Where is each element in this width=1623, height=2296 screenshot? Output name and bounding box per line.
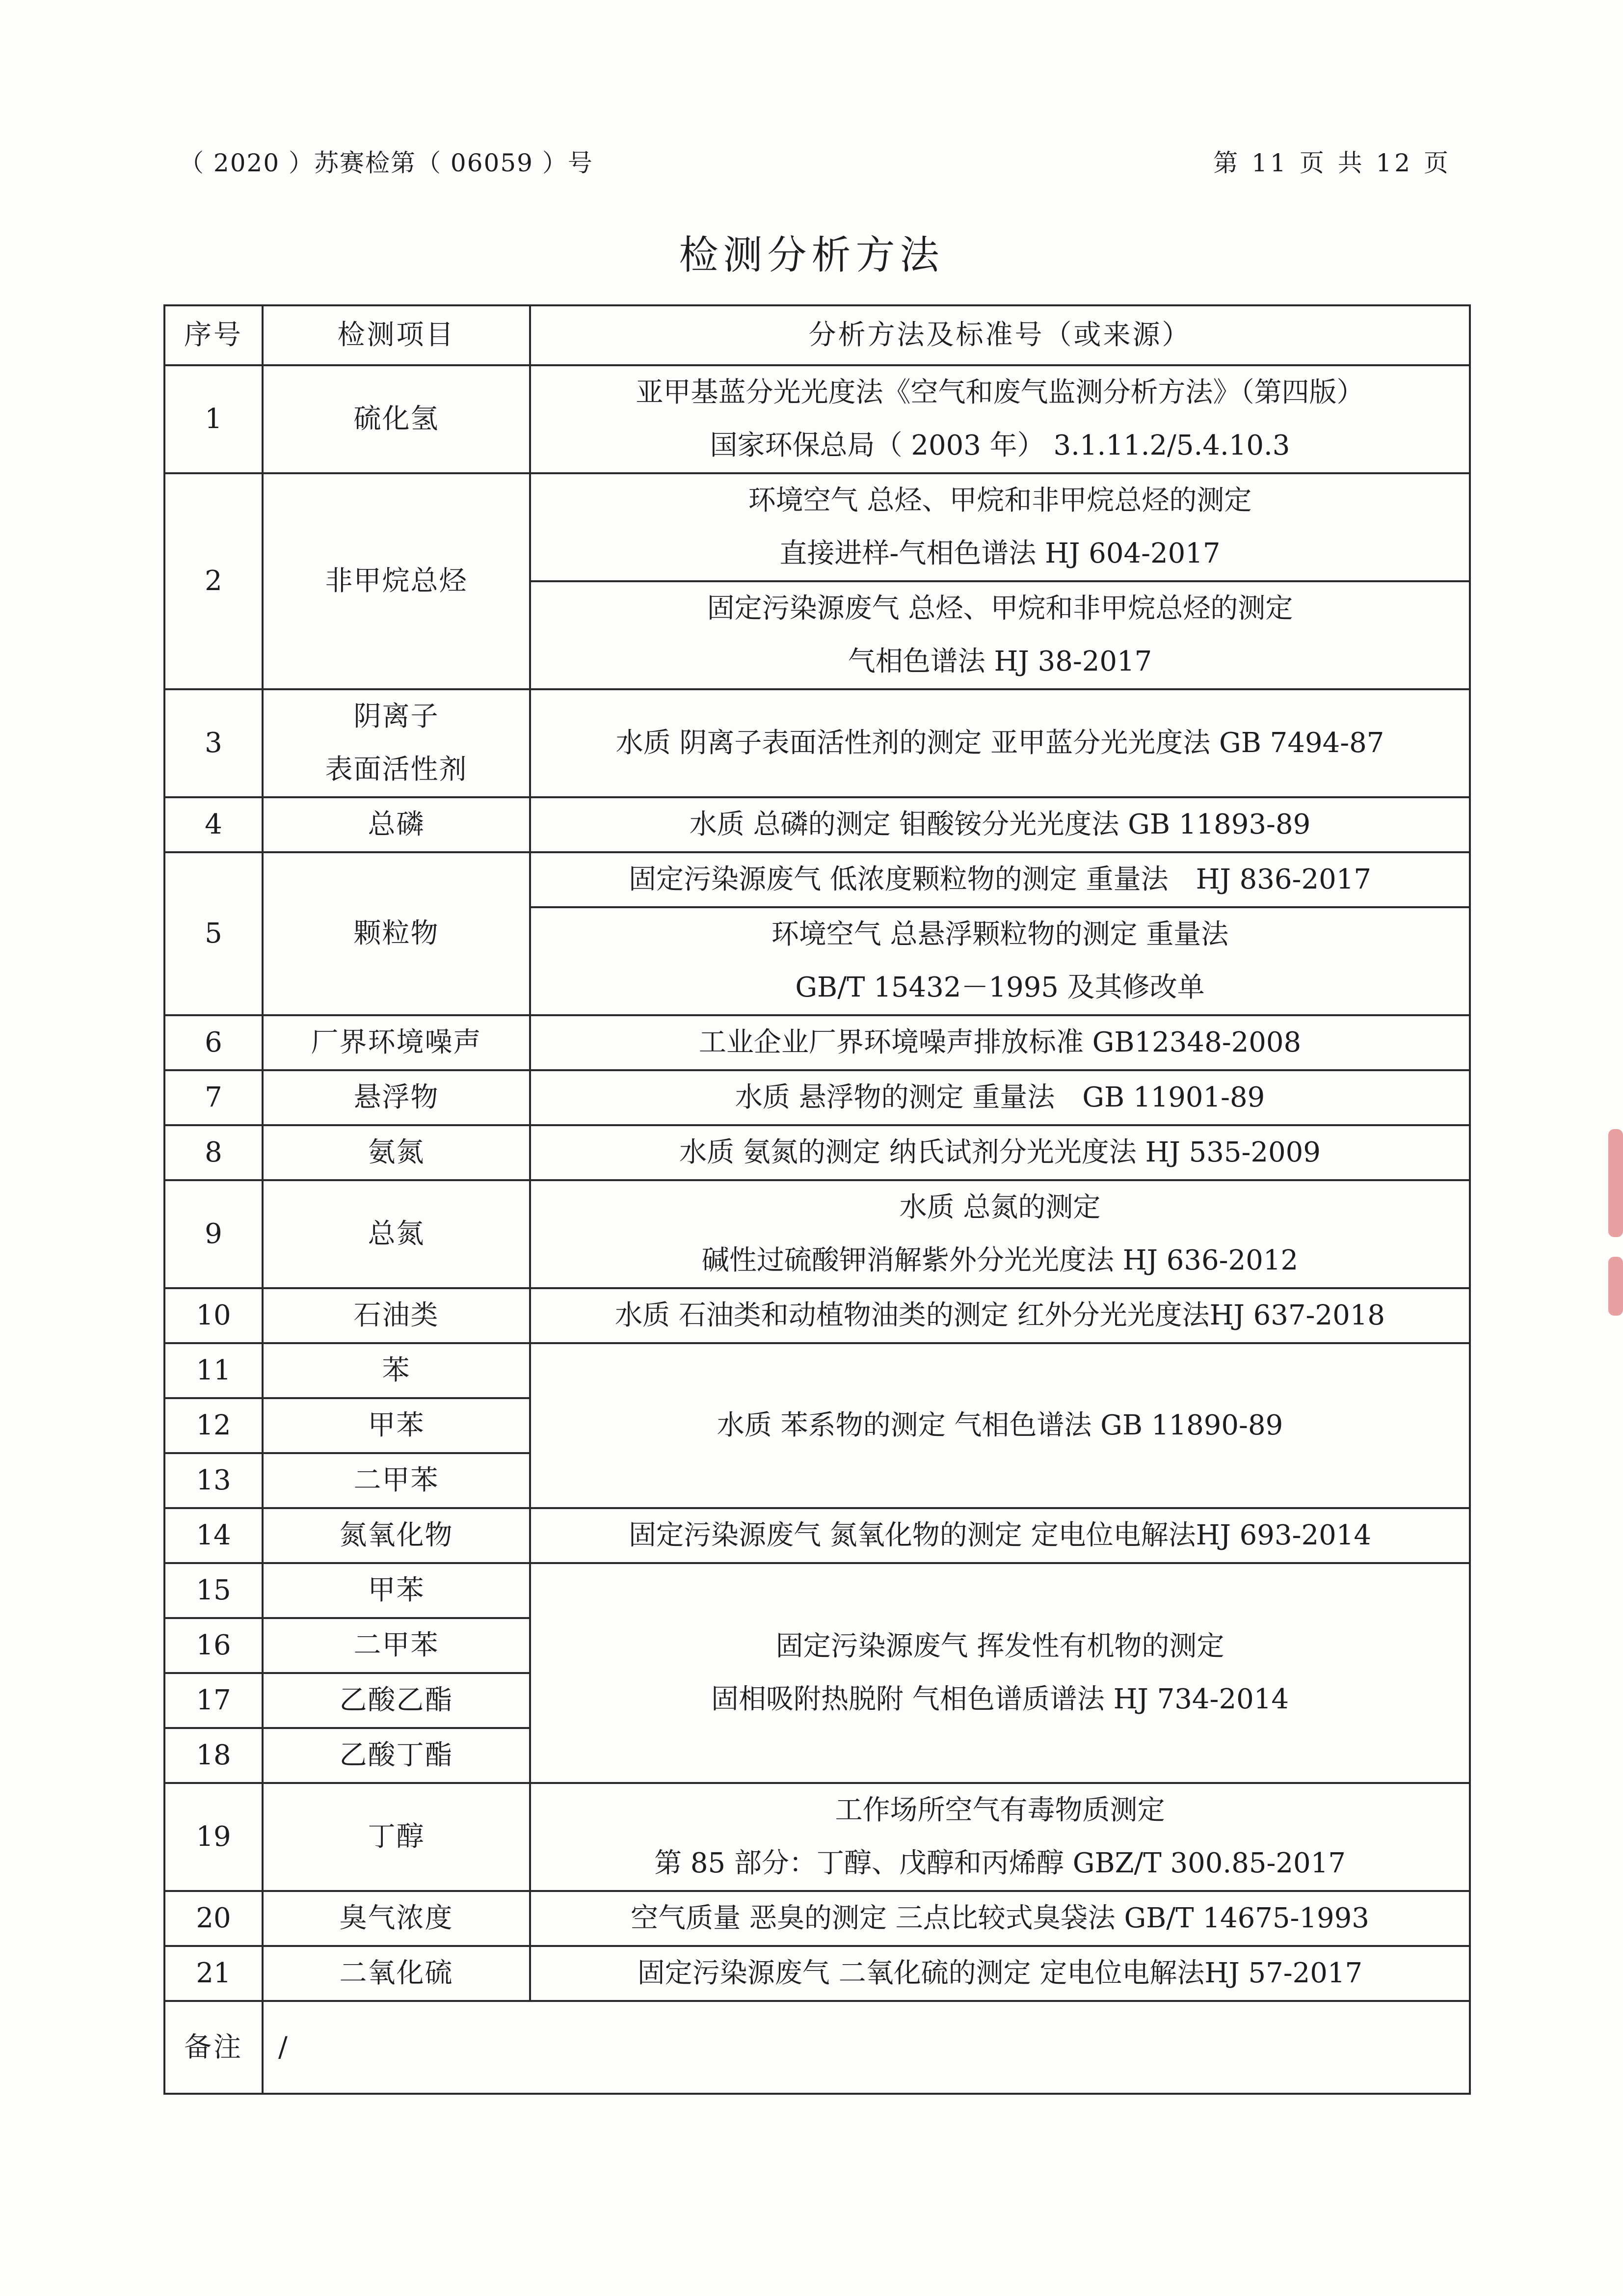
row-method-alt: 固定污染源废气 总烃、甲烷和非甲烷总烃的测定 气相色谱法 HJ 38-2017 [530, 581, 1470, 689]
row-item: 氮氧化物 [263, 1508, 530, 1563]
table-row [164, 473, 1470, 581]
row-item: 二甲苯 [263, 1618, 530, 1673]
row-method: 水质 氨氮的测定 纳氏试剂分光光度法 HJ 535-2009 [530, 1125, 1470, 1180]
table-row [164, 852, 1470, 907]
row-method: 水质 石油类和动植物油类的测定 红外分光光度法HJ 637-2018 [530, 1288, 1470, 1343]
row-seq: 21 [164, 1946, 263, 2001]
row-item: 厂界环境噪声 [263, 1015, 530, 1070]
table-header-row [164, 305, 1470, 365]
table-row [164, 1946, 1470, 2001]
row-seq: 2 [164, 473, 263, 689]
row-seq: 1 [164, 365, 263, 473]
row-item: 颗粒物 [263, 852, 530, 1015]
row-item: 乙酸丁酯 [263, 1728, 530, 1783]
table-row [164, 1288, 1470, 1343]
methods-table [163, 304, 1471, 2095]
row-method: 固定污染源废气 挥发性有机物的测定 固相吸附热脱附 气相色谱质谱法 HJ 734-2014 [530, 1563, 1470, 1783]
row-item: 总氮 [263, 1180, 530, 1288]
row-seq: 10 [164, 1288, 263, 1343]
table-row [164, 1563, 1470, 1618]
table-row [164, 1891, 1470, 1946]
row-seq: 19 [164, 1783, 263, 1891]
table-row [164, 1125, 1470, 1180]
row-item: 硫化氢 [263, 365, 530, 473]
row-method: 空气质量 恶臭的测定 三点比较式臭袋法 GB/T 14675-1993 [530, 1891, 1470, 1946]
table-row [164, 1783, 1470, 1891]
row-method: 亚甲基蓝分光光度法《空气和废气监测分析方法》（第四版） 国家环保总局（ 2003 年） 3.1.11.2/5.4.10.3 [530, 365, 1470, 473]
row-item: 甲苯 [263, 1398, 530, 1453]
row-item: 丁醇 [263, 1783, 530, 1891]
row-seq: 4 [164, 797, 263, 852]
note-value: / [263, 2001, 1470, 2094]
row-item: 氨氮 [263, 1125, 530, 1180]
table-row [164, 365, 1470, 473]
table-row [164, 1070, 1470, 1125]
row-seq: 6 [164, 1015, 263, 1070]
row-item: 非甲烷总烃 [263, 473, 530, 689]
row-seq: 5 [164, 852, 263, 1015]
column-header-method: 分析方法及标准号（或来源） [530, 305, 1470, 365]
seal-fragment [1608, 1257, 1623, 1316]
table-row [164, 797, 1470, 852]
row-item: 苯 [263, 1343, 530, 1398]
row-method: 水质 苯系物的测定 气相色谱法 GB 11890-89 [530, 1343, 1470, 1508]
row-seq: 14 [164, 1508, 263, 1563]
table-row [164, 1508, 1470, 1563]
row-method: 环境空气 总烃、甲烷和非甲烷总烃的测定 直接进样-气相色谱法 HJ 604-2017 [530, 473, 1470, 581]
note-label: 备注 [164, 2001, 263, 2094]
row-item: 二氧化硫 [263, 1946, 530, 2001]
row-seq: 12 [164, 1398, 263, 1453]
row-method: 工作场所空气有毒物质测定 第 85 部分：丁醇、戊醇和丙烯醇 GBZ/T 300.85-2017 [530, 1783, 1470, 1891]
row-seq: 8 [164, 1125, 263, 1180]
row-method: 水质 悬浮物的测定 重量法 GB 11901-89 [530, 1070, 1470, 1125]
row-seq: 17 [164, 1673, 263, 1728]
row-seq: 18 [164, 1728, 263, 1783]
row-method: 水质 总磷的测定 钼酸铵分光光度法 GB 11893-89 [530, 797, 1470, 852]
row-seq: 7 [164, 1070, 263, 1125]
row-item: 二甲苯 [263, 1453, 530, 1508]
row-seq: 9 [164, 1180, 263, 1288]
row-method: 水质 阴离子表面活性剂的测定 亚甲蓝分光光度法 GB 7494-87 [530, 689, 1470, 797]
row-seq: 20 [164, 1891, 263, 1946]
seal-fragment [1608, 1129, 1623, 1237]
row-item: 阴离子 表面活性剂 [263, 689, 530, 797]
row-seq: 13 [164, 1453, 263, 1508]
row-item: 总磷 [263, 797, 530, 852]
row-method: 工业企业厂界环境噪声排放标准 GB12348-2008 [530, 1015, 1470, 1070]
row-item: 臭气浓度 [263, 1891, 530, 1946]
row-method: 固定污染源废气 低浓度颗粒物的测定 重量法 HJ 836-2017 [530, 852, 1470, 907]
page-header [179, 143, 1451, 183]
row-item: 甲苯 [263, 1563, 530, 1618]
column-header-seq: 序号 [164, 305, 263, 365]
row-item: 悬浮物 [263, 1070, 530, 1125]
row-method-alt: 环境空气 总悬浮颗粒物的测定 重量法 GB/T 15432－1995 及其修改单 [530, 907, 1470, 1015]
table-row [164, 1343, 1470, 1398]
row-item: 石油类 [263, 1288, 530, 1343]
row-method: 固定污染源废气 氮氧化物的测定 定电位电解法HJ 693-2014 [530, 1508, 1470, 1563]
row-seq: 3 [164, 689, 263, 797]
table-row [164, 1180, 1470, 1288]
report-number: （ 2020 ）苏赛检第（ 06059 ）号 [179, 149, 593, 177]
table-row [164, 689, 1470, 797]
page-title: 检测分析方法 [679, 232, 944, 278]
row-method: 固定污染源废气 二氧化硫的测定 定电位电解法HJ 57-2017 [530, 1946, 1470, 2001]
row-seq: 16 [164, 1618, 263, 1673]
row-method: 水质 总氮的测定 碱性过硫酸钾消解紫外分光光度法 HJ 636-2012 [530, 1180, 1470, 1288]
row-item: 乙酸乙酯 [263, 1673, 530, 1728]
note-row [164, 2001, 1470, 2094]
table-row [164, 1015, 1470, 1070]
column-header-item: 检测项目 [263, 305, 530, 365]
row-seq: 15 [164, 1563, 263, 1618]
page-number: 第 11 页 共 12 页 [1213, 149, 1451, 177]
row-seq: 11 [164, 1343, 263, 1398]
